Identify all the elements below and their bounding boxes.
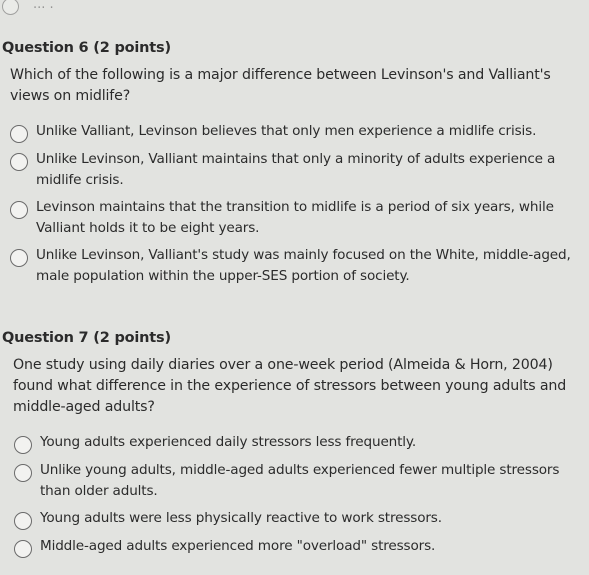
radio-button[interactable] [14, 512, 32, 530]
option-label[interactable]: Middle-aged adults experienced more "overload" stressors. [40, 538, 436, 554]
question-text: One study using daily diaries over a one-week period (Almeida & Horn, 2004) found what difference in the experience of stressors between young adults and middle-aged adults? [13, 357, 567, 415]
answer-options [0, 432, 589, 558]
radio-button[interactable] [2, 0, 19, 15]
option-label[interactable]: Young adults experienced daily stressors less frequently. [40, 434, 417, 450]
question-text: Which of the following is a major difference between Levinson's and Valliant's views on midlife? [10, 67, 551, 104]
question-6 [0, 40, 589, 293]
radio-button[interactable] [14, 540, 32, 558]
answer-option[interactable] [14, 460, 589, 502]
option-label[interactable]: Unlike Levinson, Valliant maintains that only a minority of adults experience a midlife crisis. [36, 151, 556, 188]
answer-option[interactable] [10, 197, 589, 239]
question-header: Question 6 (2 points) [2, 40, 171, 56]
previous-option-fragment [2, 0, 54, 15]
previous-option-text: ... . [33, 0, 54, 12]
radio-button[interactable] [14, 436, 32, 454]
question-7 [0, 330, 589, 564]
option-label[interactable]: Unlike Valliant, Levinson believes that only men experience a midlife crisis. [36, 123, 537, 139]
radio-button[interactable] [10, 249, 28, 267]
option-label[interactable]: Unlike young adults, middle-aged adults experienced fewer multiple stressors than older adults. [40, 462, 560, 499]
question-header: Question 7 (2 points) [2, 330, 171, 346]
answer-option[interactable] [14, 508, 589, 530]
radio-button[interactable] [10, 153, 28, 171]
answer-option[interactable] [10, 149, 589, 191]
radio-button[interactable] [10, 125, 28, 143]
option-label[interactable]: Unlike Levinson, Valliant's study was mainly focused on the White, middle-aged, male population within the upper-SES portion of society. [36, 247, 571, 284]
radio-button[interactable] [10, 201, 28, 219]
answer-option[interactable] [10, 121, 589, 143]
answer-option[interactable] [10, 245, 589, 287]
answer-options [0, 121, 589, 287]
answer-option[interactable] [14, 432, 589, 454]
option-label[interactable]: Young adults were less physically reactive to work stressors. [40, 510, 442, 526]
radio-button[interactable] [14, 464, 32, 482]
option-label[interactable]: Levinson maintains that the transition to midlife is a period of six years, while Valliant holds it to be eight years. [36, 199, 554, 236]
answer-option[interactable] [14, 536, 589, 558]
